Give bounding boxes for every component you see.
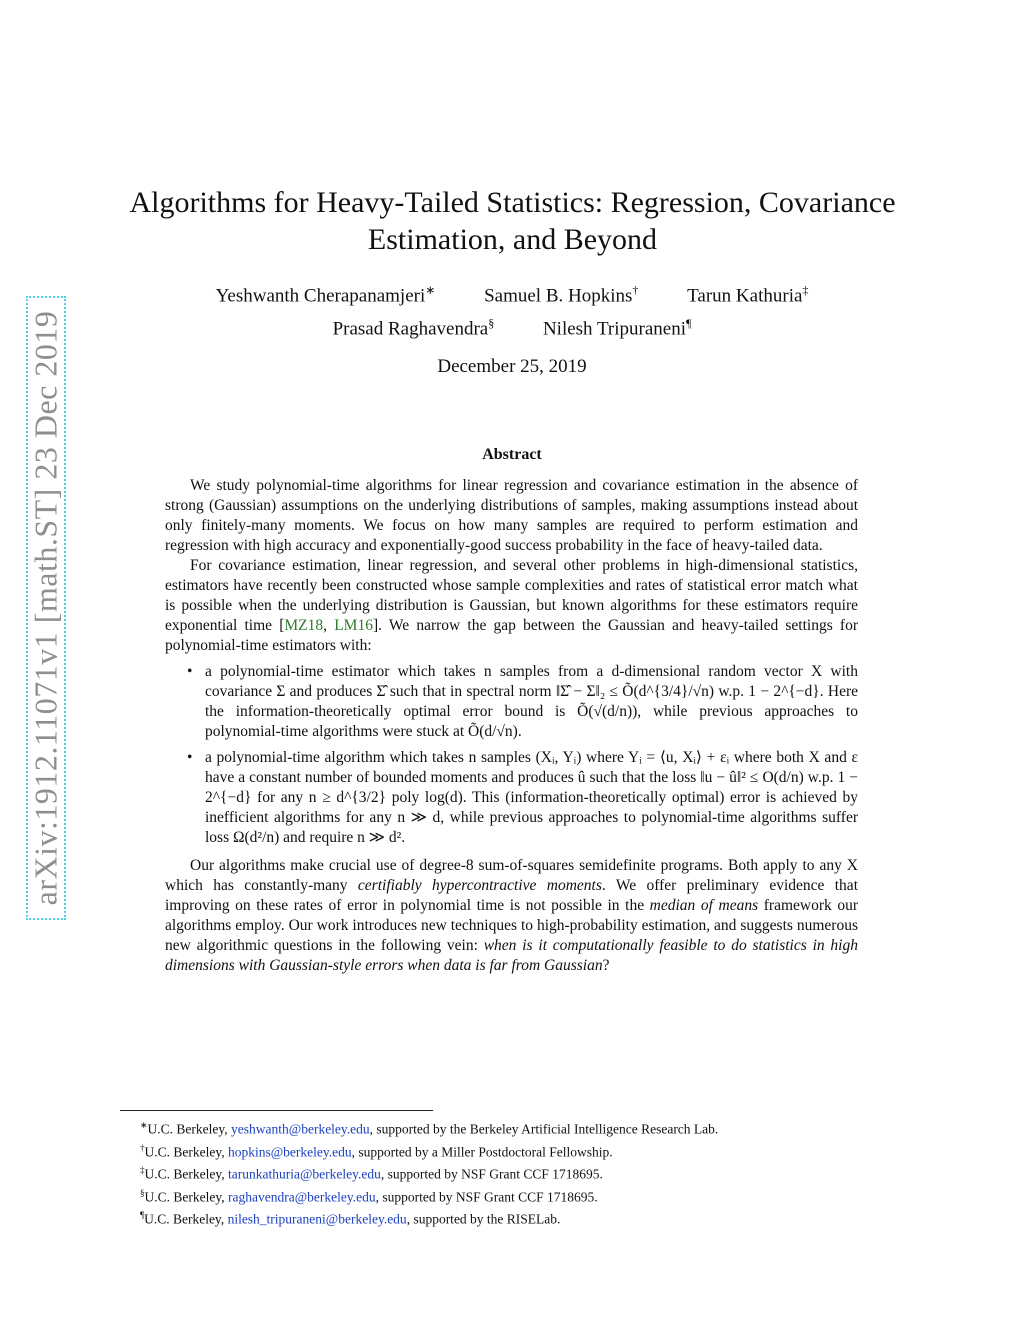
abstract-paragraph-3: Our algorithms make crucial use of degree-8 sum-of-squares semidefinite programs. Both apply to any X which has constantly-many certifiably hypercontractive moments. We offer preliminary evidence that improving on these rates of error in polynomial time is not possible in the median of means framework our algorithms employ. Our work introduces new techniques to high-probability estimation, and suggests numerous new algorithmic questions in the following vein: when is it computationally feasible to do statistics in high dimensions with Gaussian-style errors when data is far from Gaussian?	[165, 857, 858, 974]
bullet-icon: •	[187, 663, 193, 680]
footnote: §U.C. Berkeley, raghavendra@berkeley.edu, supported by NSF Grant CCF 1718695.	[140, 1187, 598, 1204]
authors-row-1	[0, 283, 1024, 307]
footnote: ¶U.C. Berkeley, nilesh_tripuraneni@berkeley.edu, supported by the RISELab.	[140, 1210, 561, 1227]
list-item: • a polynomial-time estimator which takes n samples from a d-dimensional random vector X with covariance Σ and produces Σ̂ such that in spectral norm ‖Σ̂ − Σ‖₂ ≤ Õ(d^{3/4}/√n) w.p. 1 − 2^{−d}. Here the information-theoretically optimal error bound is Õ(√(d/n)), while previous approaches to polynomial-time algorithms were stuck at Õ(d/√n).	[187, 663, 858, 740]
authors-row-2	[0, 316, 1024, 340]
author: Yeshwanth Cherapanamjeri∗	[215, 283, 436, 307]
paper-date: December 25, 2019	[437, 356, 587, 377]
author: Samuel B. Hopkins†	[484, 283, 639, 307]
bullet-icon: •	[187, 749, 193, 766]
abstract-paragraph-1: We study polynomial-time algorithms for linear regression and covariance estimation in the absence of strong (Gaussian) assumptions on the underlying distributions of samples, making assumptions instead about only finitely-many moments. We focus on how many samples are required to perform estimation and regression with high accuracy and exponentially-good success probability in the face of heavy-tailed data.	[165, 477, 858, 554]
author: Tarun Kathuria‡	[687, 283, 809, 307]
author: Nilesh Tripuraneni¶	[542, 316, 692, 340]
email-link[interactable]: hopkins@berkeley.edu	[227, 1144, 352, 1159]
contribution-list	[165, 662, 858, 848]
arxiv-stamp	[26, 296, 66, 920]
citation-link[interactable]: MZ18	[284, 617, 324, 634]
abstract-heading: Abstract	[482, 446, 542, 463]
footnotes	[140, 1116, 900, 1229]
abstract-paragraph-2: For covariance estimation, linear regression, and several other problems in high-dimensional statistics, estimators have recently been constructed whose sample complexities and rates of statistical error match what is possible when the underlying distribution is Gaussian, but known algorithms for these estimators require exponential time [MZ18, LM16]. We narrow the gap between the Gaussian and heavy-tailed settings for polynomial-time estimators with:	[165, 557, 858, 654]
title-line-1: Algorithms for Heavy-Tailed Statistics: Regression, Covariance	[129, 186, 896, 219]
email-link[interactable]: raghavendra@berkeley.edu	[227, 1189, 376, 1204]
abstract-body	[165, 476, 858, 976]
author: Prasad Raghavendra§	[332, 316, 495, 340]
footnote: †U.C. Berkeley, hopkins@berkeley.edu, supported by a Miller Postdoctoral Fellowship.	[140, 1142, 613, 1159]
email-link[interactable]: tarunkathuria@berkeley.edu	[227, 1166, 381, 1182]
footnote: ∗U.C. Berkeley, yeshwanth@berkeley.edu, supported by the Berkeley Artificial Intelligence Research Lab.	[140, 1120, 719, 1137]
footnote: ‡U.C. Berkeley, tarunkathuria@berkeley.edu, supported by NSF Grant CCF 1718695.	[140, 1165, 603, 1182]
list-item: • a polynomial-time algorithm which takes n samples (Xᵢ, Yᵢ) where Yᵢ = ⟨u, Xᵢ⟩ + εᵢ where both X and ε have a constant number of bounded moments and produces û such that the loss ‖u − û‖² ≤ O(d/n) w.p. 1 − 2^{−d} for any n ≥ d^{3/2} poly log(d). This (information-theoretically optimal) error is achieved by inefficient algorithms for any n ≫ d, while previous approaches to polynomial-time algorithms suffer loss Ω(d²/n) and require n ≫ d².	[187, 749, 858, 846]
email-link[interactable]: yeshwanth@berkeley.edu	[231, 1121, 370, 1137]
paper-title	[120, 184, 905, 258]
arxiv-stamp-text: arXiv:1912.11071v1 [math.ST] 23 Dec 2019	[27, 310, 64, 906]
title-line-2: Estimation, and Beyond	[367, 223, 658, 256]
email-link[interactable]: nilesh_tripuraneni@berkeley.edu	[227, 1211, 407, 1227]
footnote-divider	[120, 1110, 433, 1111]
citation-link[interactable]: LM16	[334, 617, 373, 634]
